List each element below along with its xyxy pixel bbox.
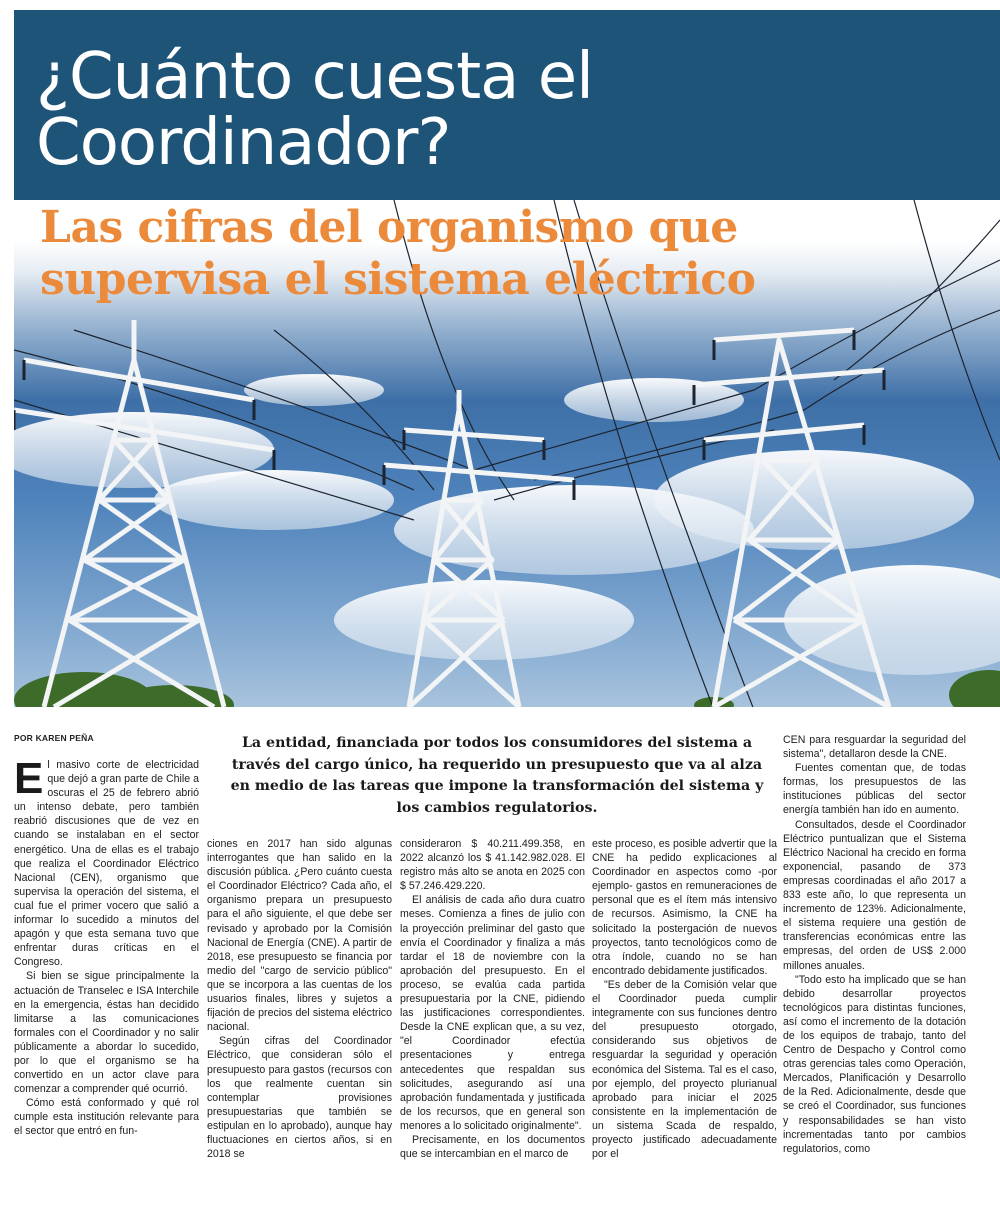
paragraph: Si bien se sigue principalmente la actuación de Transelec e ISA Interchile en la emergencia, éstas han decidido limitarse a las comunicaciones formales con el Coordinador y no salir públicamente a abordar lo sucedido, por lo que el organismo se ha convertido en un actor clave para comenzar a comprender qué ocurrió. bbox=[14, 970, 199, 1096]
paragraph-text: l masivo corte de electricidad que dejó a gran parte de Chile a oscuras el 25 de febrero abrió un intenso debate, pero también reabrió discusiones que de vez en cuando se instalaban en el sector energético. Una de ellas es el trabajo que realiza el Coordinador Eléctrico Nacional (CEN), organismo que supervisa la operación del sistema, el cual fue el primer vocero que salió a informar lo sucedido a minutos del apagón y que esta semana tuvo que enfrentar duras críticas en el Congreso. bbox=[14, 759, 199, 969]
byline: POR KAREN PEÑA bbox=[14, 733, 94, 743]
paragraph: ciones en 2017 han sido algunas interrogantes que han salido en la discusión pública. ¿Pero cuánto cuesta el Coordinador Eléctrico? Cada año, el organismo prepara un presupuesto para el año siguiente, el que debe ser revisado y aprobado por la Comisión Nacional de Energía (CNE). A partir de 2018, ese presupuesto se financia por medio del "cargo de servicio público" que se incorpora a las cuentas de los usuarios finales, libres y sujetos a fijación de precios del sistema eléctrico nacional. bbox=[207, 838, 392, 1034]
paragraph: Cómo está conformado y qué rol cumple esta institución relevante para el sector que entró en fun- bbox=[14, 1097, 199, 1138]
paragraph: "Todo esto ha implicado que se han debido desarrollar proyectos tecnológicos para distintas funciones, así como el incremento de la dotación de los equipos de trabajo, tanto del Centro de Despacho y Control como otras gerencias tales como Operación, Mercados, Planificación y Desarrollo de la Red. Adicionalmente, desde que se creó el Coordinador, sus funciones y responsabilidades se han visto incrementadas tanto por cambios regulatorios, como bbox=[783, 973, 966, 1155]
paragraph: este proceso, es posible advertir que la CNE ha pedido explicaciones al Coordinador en aspectos como -por ejemplo- gastos en remuneraciones de personal que es el ítem más intensivo de recursos. Asimismo, la CNE ha solicitado la postergación de nuevos proyectos, tanto tecnológicos como de otra índole, cuando no se han encontrado debidamente justificados. bbox=[592, 838, 777, 977]
paragraph: Fuentes comentan que, de todas formas, los presupuestos de las instituciones públicas del sector energía también han ido en aumento. bbox=[783, 762, 966, 817]
paragraph: Consultados, desde el Coordinador Eléctrico puntualizan que el Sistema Eléctrico Nacional ha crecido en forma exponencial, pasando de 373 empresas coordinadas el año 2017 a 833 este año, lo que representa un incremento de 123%. Adicionalmente, el sistema requiere una gestión de transferencias económicas entre las empresas, del orden de US$ 2.000 millones anuales. bbox=[783, 818, 966, 972]
drop-cap: E bbox=[14, 754, 44, 803]
article-column-3 bbox=[400, 837, 585, 1161]
paragraph: Según cifras del Coordinador Eléctrico, que consideran sólo el presupuesto para gastos (recursos con los que realmente cuentan sin contemplar provisiones presupuestarias que también se estipulan en lo aprobado), aunque hay fluctuaciones en ciertos años, si en 2018 se bbox=[207, 1035, 392, 1161]
paragraph: El análisis de cada año dura cuatro meses. Comienza a fines de julio con la proyección preliminar del gasto que envía el Coordinador y finaliza a más tardar el 18 de noviembre con la aprobación del presupuesto. En el proceso, se evalúa cada partida presupuestaria por la CNE, pidiendo las justificaciones correspondientes. Desde la CNE explican que, a su vez, "el Coordinador efectúa presentaciones y entrega antecedentes que respaldan sus solicitudes, asegurando así una aprobación fundamentada y justificada de los recursos, que en general son menores a lo solicitado originalmente". bbox=[400, 894, 585, 1132]
clouds bbox=[14, 374, 1000, 675]
paragraph bbox=[14, 754, 199, 969]
article-column-1 bbox=[14, 754, 199, 1139]
paragraph: "Es deber de la Comisión velar que el Coordinador pueda cumplir integramente con sus funciones dentro del presupuesto otorgado, considerando sus objetivos de resguardar la seguridad y operación económica del Sistema. Tal es el caso, por ejemplo, del proyecto plurianual aprobado para iniciar el 2025 consistente en la implementación de un sistema Scada de respaldo, proyecto justificado adecuadamente por el bbox=[592, 978, 777, 1161]
article-column-2 bbox=[207, 837, 392, 1161]
page-title: ¿Cuánto cuesta el Coordinador? bbox=[36, 40, 593, 180]
paragraph: consideraron $ 40.211.499.358, en 2022 alcanzó los $ 41.142.982.028. El registro más alto se anota en 2025 con $ 57.246.429.220. bbox=[400, 838, 585, 893]
paragraph: CEN para resguardar la seguridad del sistema", detallaron desde la CNE. bbox=[783, 734, 966, 761]
paragraph: Precisamente, en los documentos que se intercambian en el marco de bbox=[400, 1133, 585, 1161]
article-column-4 bbox=[592, 837, 777, 1161]
article-deck: La entidad, financiada por todos los consumidores del sistema a través del cargo único, ha requerido un presupuesto que va al alza en medio de las tareas que impone la transformación del sistema y los cambios regulatorios. bbox=[230, 735, 764, 816]
page-subtitle: Las cifras del organismo que supervisa el sistema eléctrico bbox=[40, 202, 756, 305]
article-column-5 bbox=[783, 733, 966, 1156]
